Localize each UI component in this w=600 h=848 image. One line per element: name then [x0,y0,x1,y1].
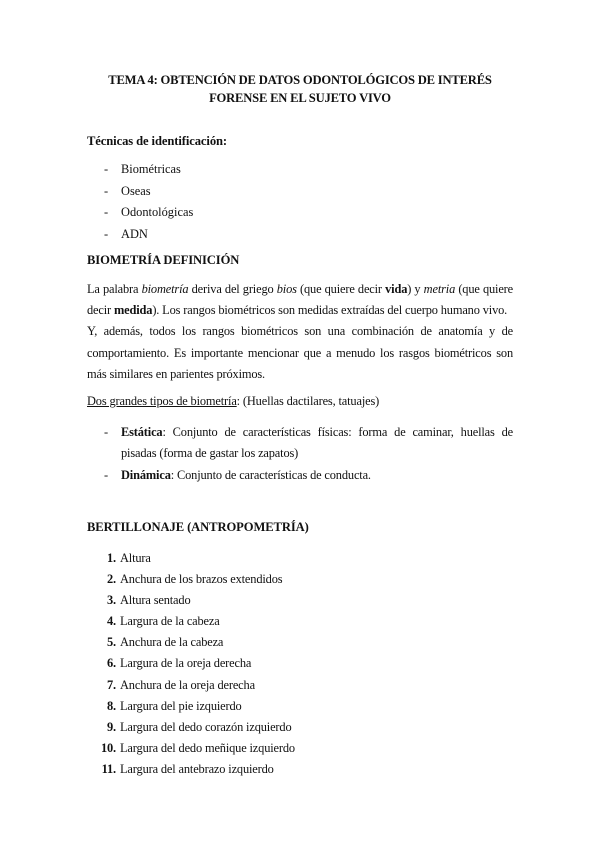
dash-bullet: - [104,226,109,241]
list-item: - Dinámica: Conjunto de características de conducta. [104,465,513,486]
biometria-paragraph: La palabra biometría deriva del griego bios (que quiere decir vida) y metria (que quiere decir medida). Los rangos biométricos son medidas extraídas del cuerpo humano vivo. Y, además, todos los rangos biométricos son una combinación de anatomía y de comportamiento. Es importante mencionar que a menudo los rasgos biométricos son más similares en parientes próximos. [87,282,514,381]
dash-bullet: - [104,425,108,439]
title-line-2: FORENSE EN EL SUJETO VIVO [209,91,391,105]
techniques-heading: Técnicas de identificación: [87,134,228,148]
bertillonaje-heading: BERTILLONAJE (ANTROPOMETRÍA) [87,520,309,534]
dash-bullet: - [104,205,109,219]
dash-bullet: - [104,468,108,483]
biometry-types-list [104,422,513,487]
biometry-types-line: Dos grandes tipos de biometría: (Huellas dactilares, tatuajes) [87,394,380,408]
title-line-1: TEMA 4: OBTENCIÓN DE DATOS ODONTOLÓGICOS DE INTERÉS [108,73,492,87]
document-page: TEMA 4: OBTENCIÓN DE DATOS ODONTOLÓGICOS DE INTERÉS FORENSE EN EL SUJETO VIVO Técnicas de identificación: - Biométricas - Oseas - Odontológicas - ADN BIOMETRÍA DEFINICIÓN La palabra biometría deriva del griego bios (que quiere decir vida) y metria (que quiere decir medida). Los rangos biométricos son medidas extraídas del cuerpo humano vivo. Y, además, todos los rangos biométricos son una combinación de anatomía y de comportamiento. Es importante mencionar que a menudo los rasgos biométricos son más similares en parientes próximos. Dos grandes tipos de biometría: (Huellas dactilares, tatuajes) - Estática: Conjunto de características físicas: forma de caminar, huellas de pisadas (forma de gastar los zapatos) - Dinámica: Conjunto de características de conducta. BERTILLONAJE (ANTROPOMETRÍA) 1. Altura 2. Anchura de los brazos extendidos 3. Altura sentado 4. Largura de la cabeza 5. Anchura de la cabeza 6. Largura de la oreja derecha 7. Anchura de la oreja derecha 8. Largura del pie izquierdo 9. Largura del dedo corazón izquierdo 10. Largura del dedo meñique izquierdo 11. Largura del antebrazo izquierdo [0,0,600,848]
page-title [60,71,540,107]
biometria-heading: BIOMETRÍA DEFINICIÓN [87,253,240,267]
list-item: - Estática: Conjunto de características físicas: forma de caminar, huellas de pisadas (forma de gastar los zapatos) [104,422,513,464]
dash-bullet: - [104,162,109,176]
dash-bullet: - [104,183,109,198]
